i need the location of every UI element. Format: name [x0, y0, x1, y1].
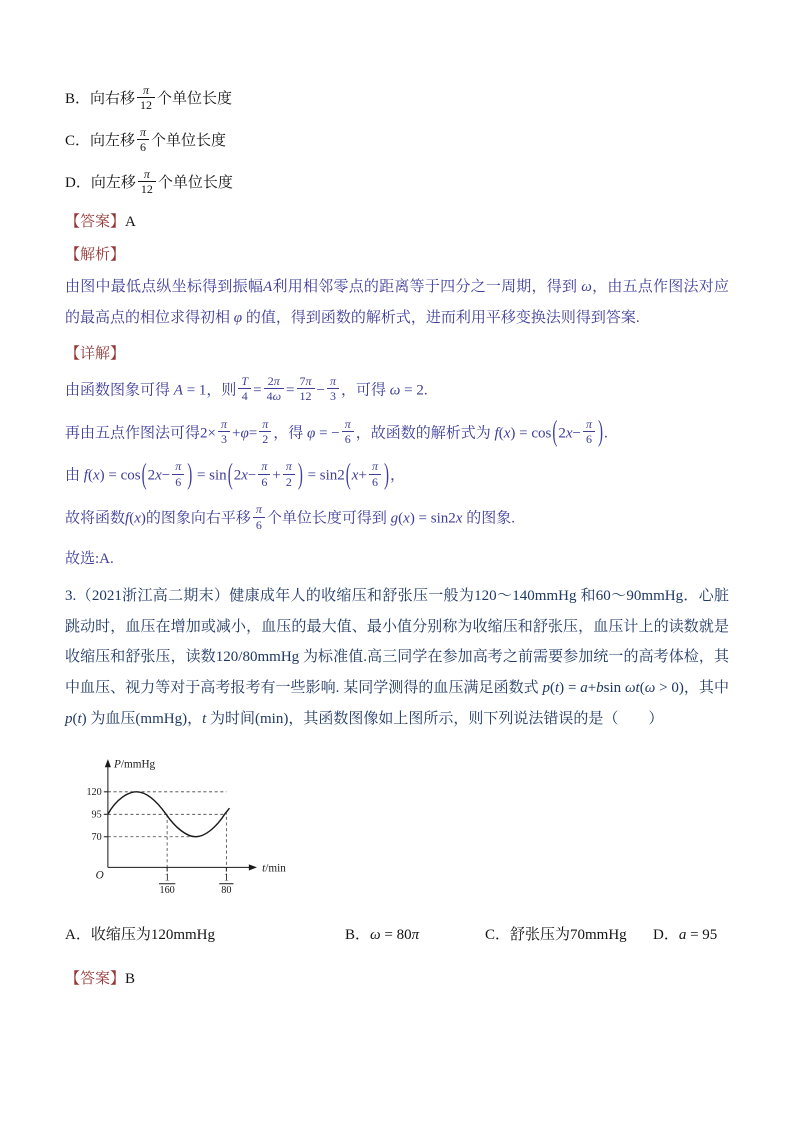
choice-d: [65, 166, 729, 199]
x-tick-frac2-num: 1: [223, 872, 229, 884]
q3-choice-d: D．a = 95: [653, 926, 718, 943]
x-tick-frac2-den: 80: [221, 884, 232, 896]
answer2-value: B: [125, 970, 136, 987]
solution-step-1: 由函数图象可得 A = 1，则 $\frac{T}{4}$ = $\frac{2\pi}{4\omega}$ = $\frac{7\pi}{12}$ − $\frac{\pi}{3}$ ，可得 ω = 2.: [65, 373, 428, 404]
x-tick-frac1-num: 1: [164, 872, 170, 884]
analysis-paragraph: 由图中最低点纵坐标得到振幅A利用相邻零点的距离等于四分之一周期，得到 ω，由五点作图法对应的最高点的相位求得初相 φ 的值，得到函数的解析式，进而利用平移变换法则得到答案.: [65, 279, 729, 327]
y-axis-arrow: [105, 759, 111, 767]
choice-b: [65, 85, 729, 115]
answer-label: 【答案】: [65, 214, 126, 231]
x-axis-arrow: [249, 864, 257, 870]
q3-choice-a: A．收缩压为120mmHg: [65, 926, 216, 943]
y-tick-label-95: 95: [91, 809, 102, 821]
answer-value: A: [125, 214, 136, 231]
y-tick-label-120: 120: [86, 786, 102, 798]
x-axis-label: t/min: [262, 862, 286, 875]
choice-c: [65, 124, 729, 157]
origin-label: O: [95, 869, 104, 882]
solution-step-4: 故将函数f(x)的图象向右平移 $\frac{\pi}{6}$ 个单位长度可得到 g(x) = sin2x 的图象.: [65, 502, 515, 532]
blood-pressure-graph: [77, 753, 292, 896]
analysis-section-label: 【解析】: [65, 247, 126, 264]
q3-choice-b: B．ω = 80π: [345, 926, 420, 943]
y-axis-label: P/mmHg: [114, 758, 156, 771]
choice-c-text: C．向左移 $\frac{\pi}{6}$ 个单位长度: [65, 124, 227, 155]
solution-step-3: 由 f(x) = cos(2x− $\frac{\pi}{6}$ ) = sin(2x− $\frac{\pi}{6}$ + $\frac{\pi}{2}$ ) = sin2(x+ $\frac{\pi}{6}$ )，: [65, 459, 405, 492]
answer-line-1: [65, 210, 729, 231]
blood-pressure-graph-container: [77, 753, 729, 901]
answer-line-2: [65, 967, 729, 988]
solution-step-2: 再由五点作图法可得2× $\frac{\pi}{3}$ +φ= $\frac{\pi}{2}$ ，得 φ = − $\frac{\pi}{6}$ ，故函数的解析式为 f(x) = cos(2x− $\frac{\pi}{6}$ ).: [65, 416, 608, 449]
solution-conclusion: 故选:A.: [65, 550, 114, 567]
detail-section-label: 【详解】: [65, 345, 126, 362]
question-3-choices: [65, 919, 729, 953]
choice-d-text: D．向左移 $\frac{\pi}{12}$ 个单位长度: [65, 166, 233, 196]
y-tick-label-70: 70: [91, 831, 102, 843]
x-tick-frac1-den: 160: [159, 884, 175, 896]
q3-choice-c: C．舒张压为70mmHg: [485, 926, 627, 943]
question-3-paragraph: 3.（2021浙江高二期末）健康成年人的收缩压和舒张压一般为120～140mmHg 和60～90mmHg．心脏跳动时，血压在增加或减小，血压的最大值、最小值分别称为收缩压和舒张压，血压计上的读数就是收缩压和舒张压，读数120/80mmHg 为标准值.高三同学在参加高考之前需要参加统一的高考体检，其中血压、视力等对于高考报考有一些影响. 某同学测得的血压满足函数式 p(t) = a+bsin ωt(ω > 0)，其中 p(t) 为血压(mmHg)，t 为时间(min)，其函数图像如上图所示，则下列说法错误的是（ ）: [65, 587, 729, 727]
answer2-label: 【答案】: [65, 970, 126, 987]
choice-b-text: B．向右移 $\frac{\pi}{12}$ 个单位长度: [65, 83, 233, 113]
